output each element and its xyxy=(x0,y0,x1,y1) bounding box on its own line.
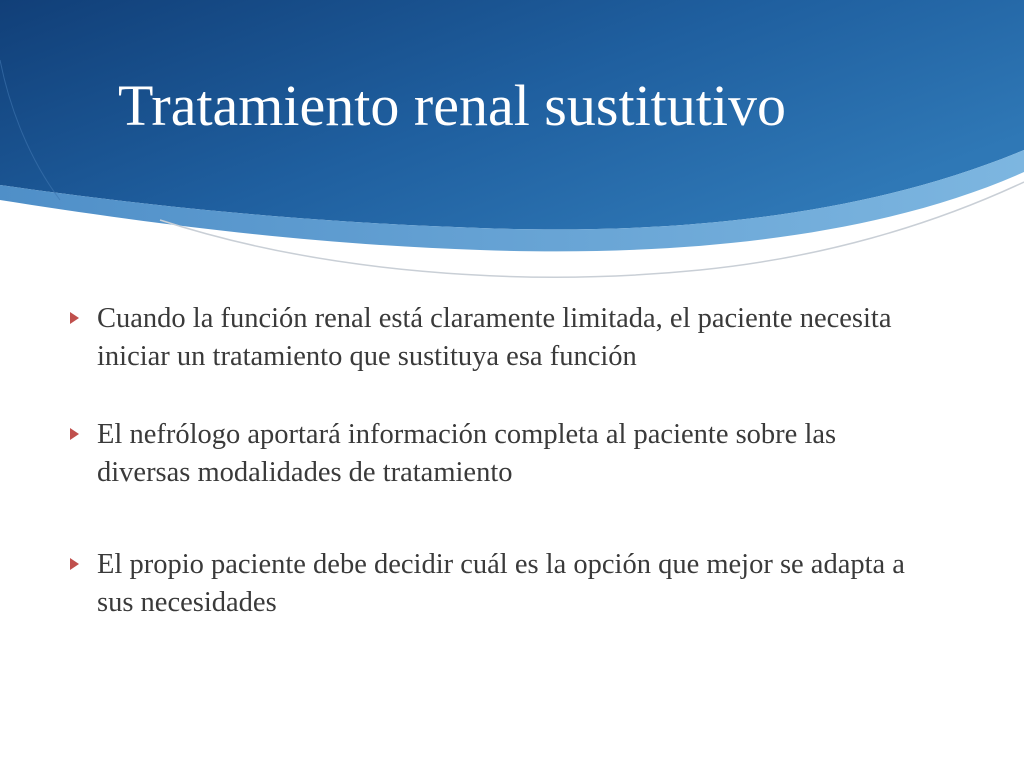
slide-title: Tratamiento renal sustitutivo xyxy=(118,73,787,138)
bullet-text: El propio paciente debe decidir cuál es la opción que mejor se adapta a sus necesidades xyxy=(97,549,905,618)
header-wave-graphic xyxy=(0,0,1024,300)
bullet-text: Cuando la función renal está claramente limitada, el paciente necesita iniciar un tratamiento que sustituya esa función xyxy=(97,303,892,372)
bullet-item xyxy=(70,300,910,376)
square-bullet-icon xyxy=(70,556,80,572)
bullet-list xyxy=(70,300,910,622)
bullet-text: El nefrólogo aportará información completa al paciente sobre las diversas modalidades de tratamiento xyxy=(97,419,837,488)
bullet-item xyxy=(70,416,910,492)
square-bullet-icon xyxy=(70,310,80,326)
bullet-item xyxy=(70,546,910,622)
square-bullet-icon xyxy=(70,426,80,442)
